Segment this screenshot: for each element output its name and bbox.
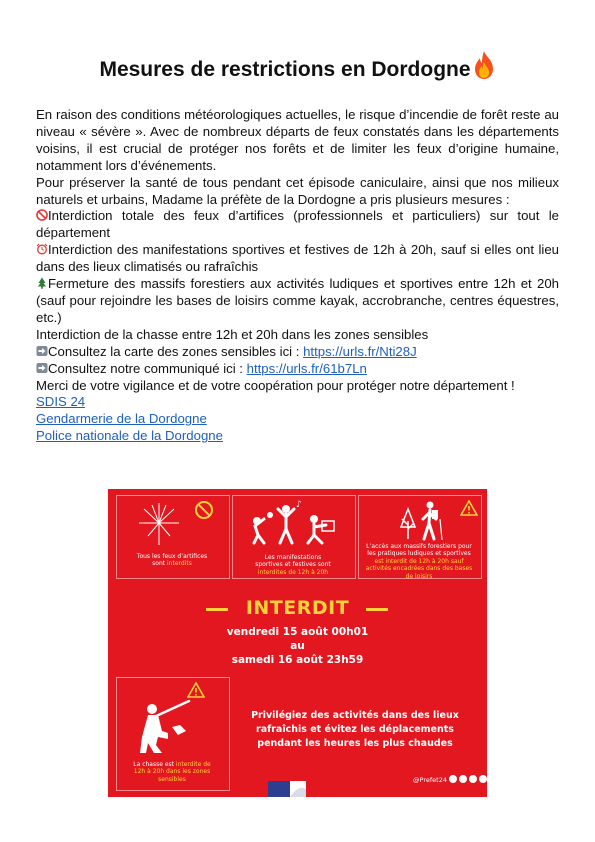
fire-emoji-icon bbox=[472, 50, 496, 80]
consult-release: Consultez notre communiqué ici : https://urls.fr/61b7Ln bbox=[36, 361, 559, 378]
fireworks-icon bbox=[134, 501, 184, 546]
body-text bbox=[36, 107, 559, 445]
hiker-icon bbox=[398, 499, 448, 541]
hunter-icon bbox=[134, 697, 194, 755]
measure-hunting: Interdiction de la chasse entre 12h et 20h dans les zones sensibles bbox=[36, 326, 429, 342]
flag-icon bbox=[268, 781, 328, 797]
restrictions-poster bbox=[108, 489, 487, 797]
panel-fireworks-text: Tous les feux d’artifices sont interdits bbox=[136, 553, 208, 568]
map-link[interactable]: https://urls.fr/Nti28J bbox=[303, 343, 417, 359]
social-handle: @Prefet24 bbox=[413, 776, 447, 784]
instagram-icon bbox=[479, 775, 487, 783]
intro-paragraph: En raison des conditions météorologiques actuelles, le risque d’incendie de forêt reste au niveau « sévère ». Avec de nombreux départs de feux constatés dans les départements voisins, il est crucial de protéger nos forêts et de limiter les feux d’origine humaine, notamment lors d’événements. bbox=[36, 107, 559, 173]
panel-hunting-text: La chasse est interdite de 12h à 20h dans les zones sensibles bbox=[133, 761, 211, 783]
gendarmerie-link[interactable]: Gendarmerie de la Dordogne bbox=[36, 411, 207, 427]
panel-forests-text: L’accès aux massifs forestiers pour les pratiques ludiques et sportives est interdit de 12h à 20h sauf activités encadrées dans des bases de loisirs bbox=[365, 543, 473, 580]
measure-fireworks: Interdiction totale des feux d’artifices (professionnels et particuliers) sur tout le département bbox=[36, 208, 559, 241]
x-icon bbox=[449, 775, 457, 783]
evergreen-tree-icon bbox=[36, 277, 48, 289]
police-link[interactable]: Police nationale de la Dordogne bbox=[36, 428, 223, 444]
bluesky-icon bbox=[459, 775, 467, 783]
date-end: samedi 16 août 23h59 bbox=[231, 654, 364, 666]
date-start: vendredi 15 août 00h01 bbox=[226, 626, 369, 638]
svg-text:♪: ♪ bbox=[296, 500, 302, 510]
release-link[interactable]: https://urls.fr/61b7Ln bbox=[246, 360, 367, 376]
prohibited-icon bbox=[36, 209, 48, 221]
page-title bbox=[0, 50, 595, 82]
measure-events: Interdiction des manifestations sportives et festives de 12h à 20h, sauf si elles ont lieu dans des lieux climatisés ou rafraîchis bbox=[36, 242, 559, 275]
date-au: au bbox=[290, 640, 305, 652]
warning-icon bbox=[460, 500, 478, 516]
thanks-paragraph: Merci de votre vigilance et de votre coopération pour protéger notre département ! bbox=[36, 377, 515, 393]
alarm-clock-icon bbox=[36, 243, 48, 255]
sdis-link[interactable]: SDIS 24 bbox=[36, 394, 86, 410]
warning-icon bbox=[187, 682, 205, 698]
advice-text: Privilégiez des activités dans des lieux rafraîchis et évitez les déplacements pendant les heures les plus chaudes bbox=[251, 710, 459, 749]
right-arrow-icon bbox=[36, 345, 48, 357]
consult-map: Consultez la carte des zones sensibles ici : https://urls.fr/Nti28J bbox=[36, 344, 559, 361]
sports-people-icon bbox=[242, 499, 342, 545]
prohibited-icon bbox=[194, 500, 214, 520]
right-arrow-icon bbox=[36, 362, 48, 374]
title-text: Mesures de restrictions en Dordogne bbox=[99, 58, 471, 81]
measures-intro: Pour préserver la santé de tous pendant cet épisode caniculaire, ainsi que nos milieux naturels et urbains, Madame la préfète de la Dordogne a pris plusieurs mesures : bbox=[36, 174, 559, 207]
panel-events-text: Les manifestations sportives et festives sont interdites de 12h à 20h bbox=[255, 554, 331, 576]
facebook-icon bbox=[469, 775, 477, 783]
interdit-banner: INTERDIT bbox=[245, 597, 350, 619]
measure-forests: Fermeture des massifs forestiers aux activités ludiques et sportives entre 12h et 20h (sauf pour rejoindre les bases de loisirs comme kayak, accrobranche, centres équestres, etc.) bbox=[36, 276, 559, 325]
